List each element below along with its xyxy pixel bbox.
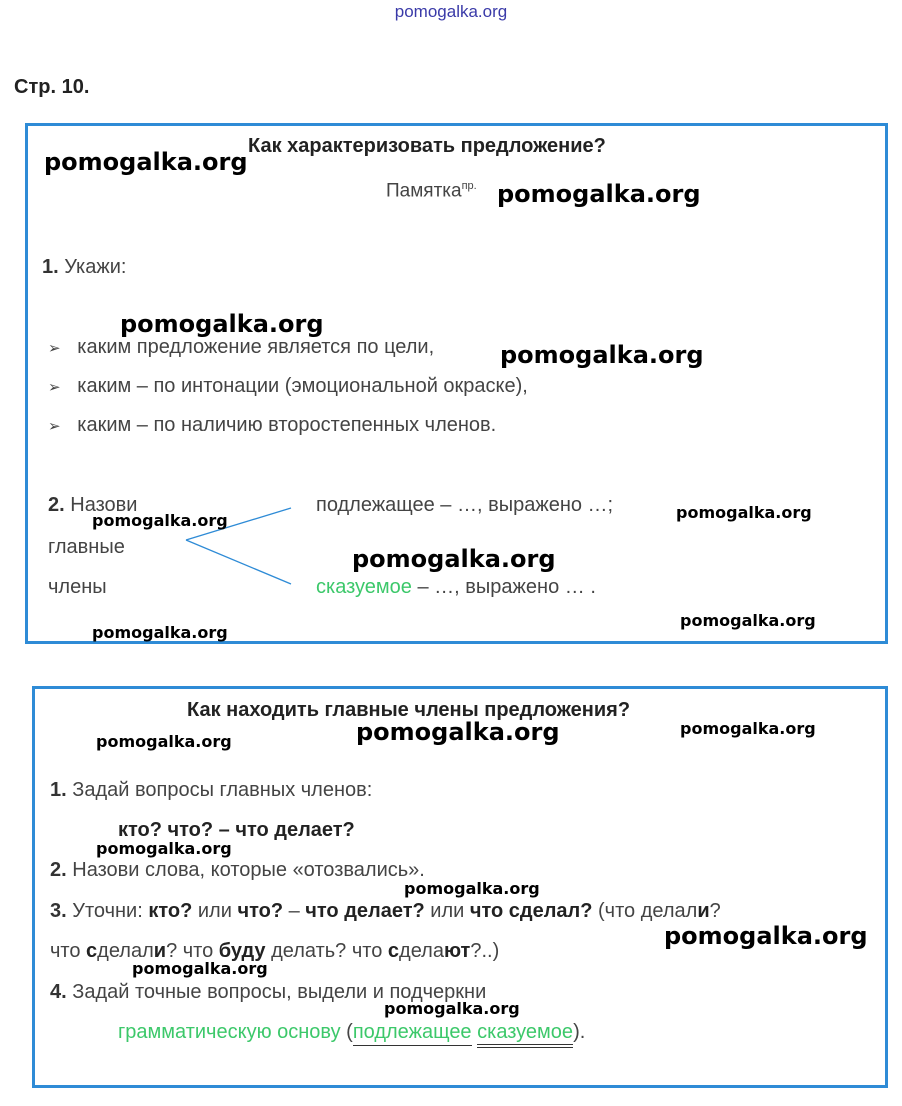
watermark: pomogalka.org (500, 341, 704, 369)
watermark: pomogalka.org (404, 879, 540, 898)
page-number: Стр. 10. (14, 76, 90, 98)
watermark: pomogalka.org (132, 959, 268, 978)
watermark: pomogalka.org (352, 545, 556, 573)
memo-label: Памятка$^{пр.}$ (386, 180, 477, 202)
box1-step-2-word-members: члены (48, 576, 107, 598)
box1-step-2-word-main: главные (48, 536, 125, 558)
arrow-bullet-icon: ➢ (48, 418, 61, 435)
watermark: pomogalka.org (497, 180, 701, 208)
box1-step-2: 2. Назови (48, 494, 138, 516)
predicate-line: сказуемое – …, выражено … . (316, 576, 596, 598)
watermark: pomogalka.org (44, 148, 248, 176)
box2-step-3: 3. Уточни: кто? или что? – что делает? или что сделал? (что делали? (50, 900, 721, 922)
box2-step-1: 1. Задай вопросы главных членов: (50, 779, 373, 801)
list-item: ➢ каким предложение является по цели, (48, 336, 435, 358)
list-item: ➢ каким – по интонации (эмоциональной окраске), (48, 375, 528, 397)
predicate-double-underlined: сказуемое (477, 1021, 573, 1048)
arrow-bullet-icon: ➢ (48, 379, 61, 396)
watermark: pomogalka.org (92, 511, 228, 530)
watermark: pomogalka.org (680, 611, 816, 630)
grammar-basis-line: грамматическую основу (подлежащее сказуемое). (118, 1021, 585, 1044)
subject-underlined: подлежащее (353, 1021, 472, 1046)
watermark: pomogalka.org (676, 503, 812, 522)
questions-line: кто? что? – что делает? (118, 819, 355, 841)
box1-title: Как характеризовать предложение? (248, 135, 606, 157)
watermark: pomogalka.org (92, 623, 228, 642)
watermark: pomogalka.org (664, 922, 868, 950)
site-header-watermark: pomogalka.org (394, 2, 508, 21)
box2-title: Как находить главные члены предложения? (187, 699, 631, 721)
watermark: pomogalka.org (680, 719, 816, 738)
watermark: pomogalka.org (384, 999, 520, 1018)
subject-line: подлежащее – …, выражено …; (316, 494, 614, 516)
watermark: pomogalka.org (96, 839, 232, 858)
box2-step-4: 4. Задай точные вопросы, выдели и подчеркни (50, 981, 487, 1003)
box1-step-1: 1. Укажи: (42, 256, 127, 278)
watermark: pomogalka.org (356, 718, 560, 746)
watermark: pomogalka.org (120, 310, 324, 338)
box2-step-2: 2. Назови слова, которые «отозвались». (50, 859, 425, 881)
arrow-bullet-icon: ➢ (48, 340, 61, 357)
watermark: pomogalka.org (96, 732, 232, 751)
list-item: ➢ каким – по наличию второстепенных членов. (48, 414, 497, 436)
box2-step-3-continued: что сделали? что буду делать? что сделают?..) (50, 940, 500, 962)
